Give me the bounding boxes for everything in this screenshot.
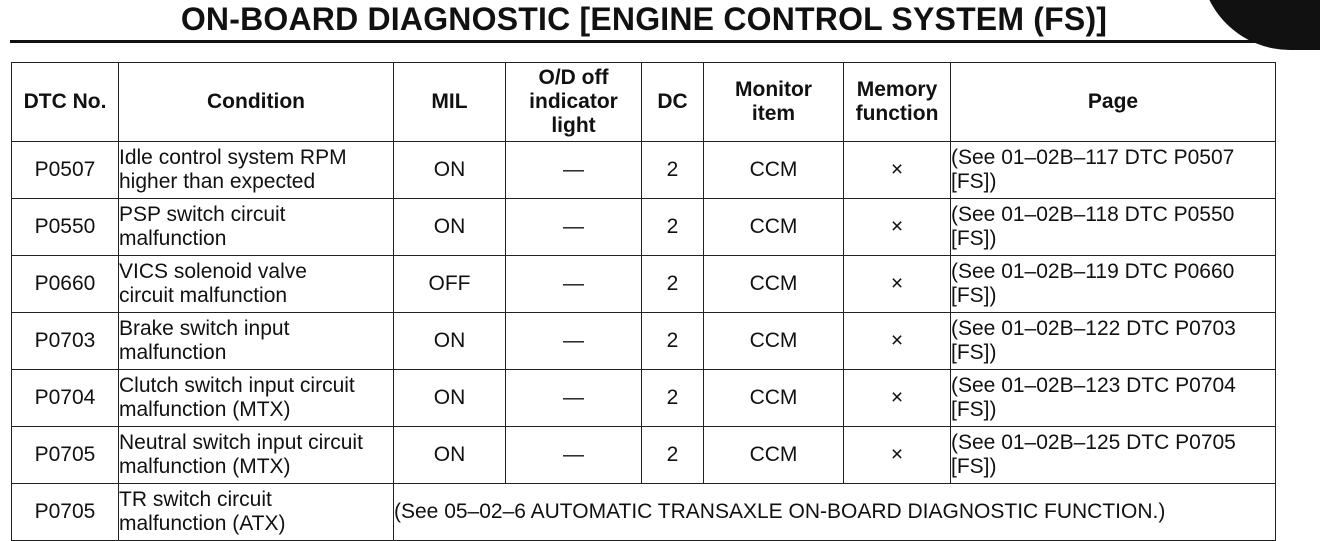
- header-dc: DC: [642, 63, 704, 142]
- page-ref-line1: (See 01–02B–117 DTC P0507: [951, 146, 1235, 169]
- cell-memory: ×: [844, 256, 951, 313]
- cell-memory: ×: [844, 370, 951, 427]
- header-od-off-indicator: [506, 63, 642, 142]
- cell-condition: [119, 370, 394, 427]
- cell-page-reference-span: (See 05–02–6 AUTOMATIC TRANSAXLE ON-BOARD DIAGNOSTIC FUNCTION.): [394, 484, 1276, 541]
- header-od-line2: indicator: [529, 90, 618, 113]
- cell-dtc: P0705: [12, 484, 119, 541]
- page-ref-line1: (See 01–02B–118 DTC P0550: [951, 203, 1235, 226]
- cell-mil: ON: [394, 370, 506, 427]
- table-row: [12, 142, 1276, 199]
- cell-mil: ON: [394, 313, 506, 370]
- page-ref-line2: [FS]): [951, 170, 997, 193]
- page-ref-line2: [FS]): [951, 398, 997, 421]
- cell-monitor: CCM: [704, 142, 844, 199]
- condition-line2: circuit malfunction: [119, 284, 288, 307]
- cell-dc: 2: [642, 199, 704, 256]
- header-condition: Condition: [119, 63, 394, 142]
- page-ref-line1: (See 01–02B–119 DTC P0660: [951, 260, 1235, 283]
- cell-mil: ON: [394, 427, 506, 484]
- cell-mil: ON: [394, 199, 506, 256]
- cell-page: [951, 370, 1276, 427]
- table-row: [12, 313, 1276, 370]
- page-ref-line2: [FS]): [951, 284, 997, 307]
- header-monitor-item: [704, 63, 844, 142]
- condition-line1: Neutral switch input circuit: [119, 431, 363, 454]
- table-row: [12, 199, 1276, 256]
- cell-page: [951, 313, 1276, 370]
- page-ref-line2: [FS]): [951, 455, 997, 478]
- page-ref-line2: [FS]): [951, 227, 997, 250]
- cell-dc: 2: [642, 142, 704, 199]
- header-memory-function: [844, 63, 951, 142]
- cell-condition: [119, 142, 394, 199]
- title-underline: [10, 40, 1276, 43]
- cell-page: [951, 199, 1276, 256]
- cell-dc: 2: [642, 427, 704, 484]
- cell-od: —: [506, 199, 642, 256]
- cell-dtc: P0704: [12, 370, 119, 427]
- cell-monitor: CCM: [704, 313, 844, 370]
- cell-page: [951, 427, 1276, 484]
- cell-page: [951, 142, 1276, 199]
- header-monitor-line1: Monitor: [735, 78, 812, 101]
- cell-dc: 2: [642, 313, 704, 370]
- cell-condition: [119, 484, 394, 541]
- page-ref-line1: (See 01–02B–122 DTC P0703: [951, 317, 1236, 340]
- cell-memory: ×: [844, 427, 951, 484]
- condition-line1: PSP switch circuit: [119, 203, 286, 226]
- cell-memory: ×: [844, 313, 951, 370]
- header-od-line1: O/D off: [538, 66, 609, 89]
- condition-line2: malfunction (MTX): [119, 398, 291, 421]
- cell-condition: [119, 199, 394, 256]
- cell-condition: [119, 256, 394, 313]
- cell-condition: [119, 313, 394, 370]
- cell-mil: OFF: [394, 256, 506, 313]
- condition-line1: VICS solenoid valve: [119, 260, 307, 283]
- condition-line1: TR switch circuit: [119, 488, 272, 511]
- condition-line1: Brake switch input: [119, 317, 290, 340]
- cell-dtc: P0660: [12, 256, 119, 313]
- cell-od: —: [506, 427, 642, 484]
- table-header-row: [12, 63, 1276, 142]
- cell-monitor: CCM: [704, 370, 844, 427]
- header-monitor-line2: item: [751, 102, 796, 125]
- cell-dc: 2: [642, 256, 704, 313]
- cell-memory: ×: [844, 142, 951, 199]
- header-mil: MIL: [394, 63, 506, 142]
- cell-od: —: [506, 142, 642, 199]
- table-row: [12, 484, 1276, 541]
- condition-line1: Idle control system RPM: [119, 146, 347, 169]
- cell-dtc: P0705: [12, 427, 119, 484]
- table-row: [12, 370, 1276, 427]
- page-title: ON-BOARD DIAGNOSTIC [ENGINE CONTROL SYSTEM (FS)]: [180, 1, 1108, 37]
- header-page: Page: [951, 63, 1276, 142]
- condition-line2: malfunction: [119, 227, 227, 250]
- condition-line2: malfunction: [119, 341, 227, 364]
- cell-monitor: CCM: [704, 199, 844, 256]
- header-memory-line2: function: [855, 102, 939, 125]
- cell-page: [951, 256, 1276, 313]
- condition-line2: malfunction (MTX): [119, 455, 291, 478]
- dtc-table: [11, 62, 1276, 541]
- header-memory-line1: Memory: [856, 78, 938, 101]
- header-dtc: DTC No.: [12, 63, 119, 142]
- header-od-line3: light: [551, 114, 596, 137]
- condition-line2: malfunction (ATX): [119, 512, 286, 535]
- cell-dtc: P0550: [12, 199, 119, 256]
- cell-dc: 2: [642, 370, 704, 427]
- cell-memory: ×: [844, 199, 951, 256]
- condition-line1: Clutch switch input circuit: [119, 374, 355, 397]
- cell-od: —: [506, 370, 642, 427]
- page-ref-line1: (See 01–02B–125 DTC P0705: [951, 431, 1236, 454]
- cell-monitor: CCM: [704, 427, 844, 484]
- cell-monitor: CCM: [704, 256, 844, 313]
- cell-od: —: [506, 313, 642, 370]
- page-ref-line1: (See 01–02B–123 DTC P0704: [951, 374, 1236, 397]
- cell-dtc: P0507: [12, 142, 119, 199]
- cell-mil: ON: [394, 142, 506, 199]
- cell-dtc: P0703: [12, 313, 119, 370]
- page-ref-line2: [FS]): [951, 341, 997, 364]
- table-row: [12, 427, 1276, 484]
- cell-condition: [119, 427, 394, 484]
- table-row: [12, 256, 1276, 313]
- cell-od: —: [506, 256, 642, 313]
- condition-line2: higher than expected: [119, 170, 316, 193]
